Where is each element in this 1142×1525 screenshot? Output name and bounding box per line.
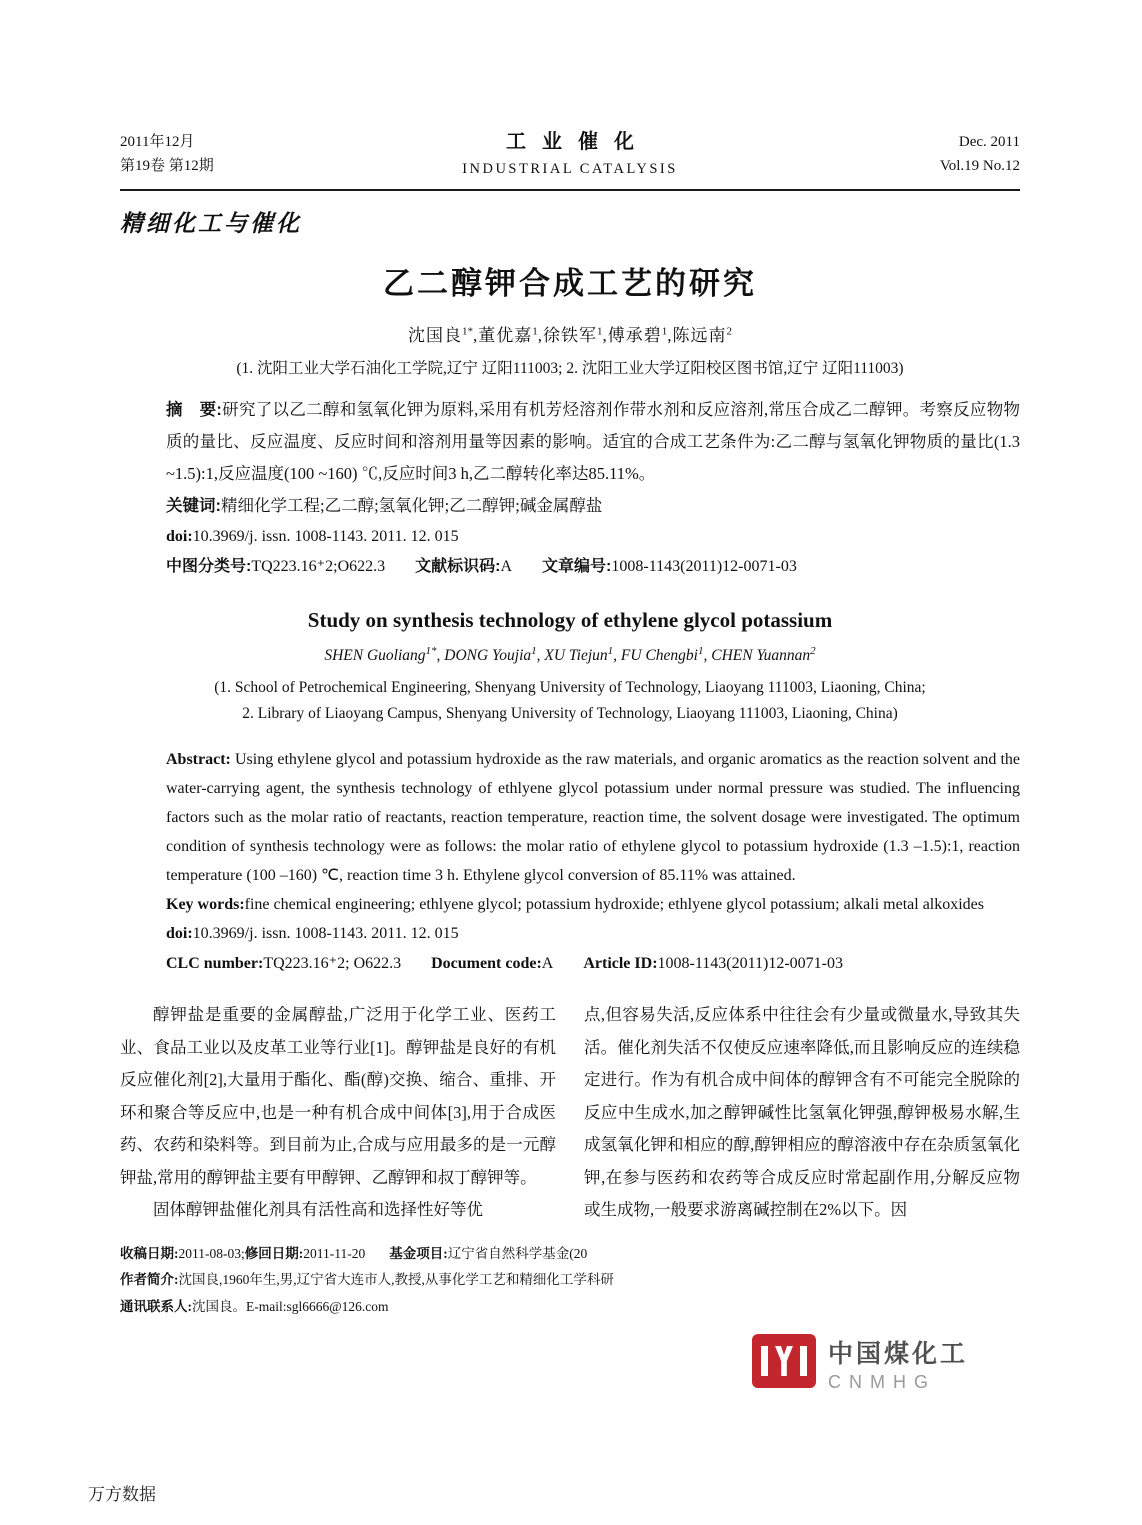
keywords-label-cn: 关键词: [166, 497, 221, 515]
author-name: 陈远南 [672, 326, 727, 345]
author-sup: 2 [726, 325, 732, 338]
author-sup: 1* [462, 325, 473, 338]
clc-number-value: TQ223.16⁺2; O622.3 [263, 955, 402, 973]
affiliation-cn: (1. 沈阳工业大学石油化工学院,辽宁 辽阳111003; 2. 沈阳工业大学辽阳校区图书馆,辽宁 辽阳111003) [236, 360, 904, 377]
article-id-label: Article ID: [583, 955, 658, 973]
doi-value: 10.3969/j. issn. 1008-1143. 2011. 12. 015 [192, 528, 459, 545]
journal-header [120, 130, 1020, 191]
bio-label: 作者简介: [120, 1272, 179, 1288]
doi-label: doi: [166, 528, 193, 545]
author [324, 647, 444, 664]
author-name: SHEN Guoliang [324, 647, 426, 665]
footnote-contact [120, 1294, 1020, 1321]
cnmhg-logo-icon [752, 1334, 816, 1393]
issue-date-en: Dec. 2011 [958, 134, 1020, 150]
document-code-label: Document code: [431, 955, 542, 973]
clc-line-cn [166, 552, 1020, 582]
author-name: 傅承碧 [607, 326, 662, 345]
header-left [120, 130, 330, 178]
article-title-cn: 乙二醇钾合成工艺的研究 [383, 266, 757, 301]
author-name: 沈国良 [408, 326, 462, 345]
abstract-text-en: Using ethylene glycol and potassium hydroxide as the raw materials, and organic aromatics as the reaction solvent and the water-carrying agent, the synthesis technology of ethlyene glycol potassium under normal pressure was studied. The influencing factors such as the molar ratio of reactants, reaction temperature, reaction time, the solvent dosage were investigated. The optimum condition of synthesis technology were as follows: the molar ratio of ethylene glycol to potassium hydroxide (1.3 –1.5):1, reaction temperature (100 –160) ℃, reaction time 3 h. Ethylene glycol conversion of 85.11% was attained. [166, 751, 1021, 885]
author-name: 董优嘉 [478, 326, 533, 345]
doccode-value: A [500, 558, 513, 575]
author-sup: 1 [532, 325, 538, 338]
body-column-left [120, 999, 556, 1227]
meta-block-cn [166, 394, 1020, 582]
author-name: 徐铁军 [543, 326, 597, 345]
clc-label: 中图分类号: [166, 558, 252, 575]
author [544, 647, 621, 664]
article-id-value: 1008-1143(2011)12-0071-03 [657, 955, 843, 973]
fund-value: 辽宁省自然科学基金(20 [447, 1245, 588, 1261]
author-name: XU Tiejun [544, 647, 608, 665]
footnote-dates-fund [120, 1241, 1020, 1268]
authors-en [120, 645, 1020, 665]
author-sup: 1 [661, 325, 668, 338]
author-sup: 1 [597, 325, 603, 338]
document-code-value: A [541, 955, 554, 973]
author-sep: , [667, 326, 673, 345]
authors-cn [120, 321, 1020, 346]
body-paragraph: 点,但容易失活,反应体系中往往会有少量或微量水,导致其失活。催化剂失活不仅使反应速率降低,而且影响反应的连续稳定进行。作为有机合成中间体的醇钾含有不可能完全脱除的反应中生成水,加之醇钾碱性比氢氧化钾强,醇钾极易水解,生成氢氧化钾和相应的醇,醇钾相应的醇溶液中存在杂质氢氧化钾,在参与医药和农药等合成反应时常起副作用,分解反应物或生成物,一般要求游离碱控制在2%以下。因 [584, 1005, 1020, 1220]
affiliation-en-line2: 2. Library of Liaoyang Campus, Shenyang University of Technology, Liaoyang 111003, Liaoning, China) [242, 705, 898, 723]
author [478, 326, 543, 345]
keywords-en [166, 890, 1020, 919]
author [673, 326, 733, 345]
body-paragraph: 醇钾盐是重要的金属醇盐,广泛用于化学工业、医药工业、食品工业以及皮革工业等行业[1]。醇钾盐是良好的有机反应催化剂[2],大量用于酯化、酯(醇)交换、缩合、重排、开环和聚合等反应中,也是一种有机合成中间体[3],用于合成医药、农药和染料等。到目前为止,合成与应用最多的是一元醇钾盐,常用的醇钾盐主要有甲醇钾、乙醇钾和叔丁醇钾等。 [120, 1005, 556, 1187]
doi-value: 10.3969/j. issn. 1008-1143. 2011. 12. 015 [192, 925, 459, 943]
header-right [810, 130, 1020, 178]
author-sep: , [703, 647, 712, 665]
author-sup: 1 [531, 645, 537, 657]
revised-value: 2011-11-20 [303, 1245, 366, 1261]
body-columns [120, 999, 1020, 1227]
author [543, 326, 608, 345]
body-paragraph: 固体醇钾盐催化剂具有活性高和选择性好等优 [153, 1200, 483, 1220]
author [711, 647, 815, 664]
affiliation-en-line1: (1. School of Petrochemical Engineering, Shenyang University of Technology, Liaoyang 111003, Liaoning, China; [214, 679, 926, 697]
articleid-value: 1008-1143(2011)12-0071-03 [611, 558, 797, 575]
article-title-en: Study on synthesis technology of ethylene glycol potassium [307, 608, 833, 632]
meta-block-en [166, 745, 1020, 979]
articleid-label: 文章编号: [542, 558, 612, 575]
journal-title-en: INDUSTRIAL CATALYSIS [462, 161, 678, 177]
keywords-label-en: Key words: [166, 896, 245, 914]
cnmhg-brand [752, 1318, 992, 1408]
doccode-label: 文献标识码: [415, 558, 501, 575]
volume-issue-en: Vol.19 No.12 [939, 158, 1020, 174]
clc-value: TQ223.16⁺2;O622.3 [251, 558, 386, 575]
footnotes [120, 1241, 1020, 1321]
clc-number-label: CLC number: [166, 955, 264, 973]
author-sep: , [473, 326, 479, 345]
doi-line-cn [166, 522, 1020, 552]
wanfang-watermark: 万方数据 [88, 1485, 156, 1504]
volume-issue-cn: 第19卷 第12期 [120, 158, 214, 174]
contact-value: 沈国良。E-mail:sgl6666@126.com [192, 1298, 389, 1314]
author-sup: 1 [607, 645, 614, 657]
author [444, 647, 544, 664]
header-center [330, 130, 810, 181]
cnmhg-brand-text [828, 1334, 968, 1393]
received-label: 收稿日期: [120, 1245, 179, 1261]
brand-name-cn: 中国煤化工 [828, 1339, 969, 1368]
author [408, 326, 478, 345]
abstract-en [166, 745, 1020, 890]
author-sup: 1 [697, 645, 704, 657]
author [621, 647, 711, 664]
body-column-right [584, 999, 1020, 1227]
abstract-label-en: Abstract: [166, 751, 231, 769]
keywords-cn [166, 490, 1020, 522]
keywords-text-cn: 精细化学工程;乙二醇;氢氧化钾;乙二醇钾;碱金属醇盐 [221, 496, 603, 515]
author-name: CHEN Yuannan [711, 647, 811, 665]
journal-title-cn: 工业催化 [506, 131, 650, 153]
contact-label: 通讯联系人: [120, 1298, 192, 1314]
section-label: 精细化工与催化 [120, 210, 302, 236]
author-name: DONG Youjia [444, 647, 532, 665]
author-sep: , [436, 647, 445, 665]
issue-date-cn: 2011年12月 [120, 134, 195, 150]
abstract-label-cn: 摘 要: [166, 401, 222, 419]
author-sep: , [613, 647, 621, 665]
author-name: FU Chengbi [620, 647, 698, 665]
doi-line-en [166, 919, 1020, 949]
abstract-cn [166, 394, 1020, 490]
revised-label: 修回日期: [244, 1245, 304, 1261]
bio-value: 沈国良,1960年生,男,辽宁省大连市人,教授,从事化学工艺和精细化工学科研 [178, 1272, 614, 1288]
author-sup: 2 [810, 645, 816, 657]
author-sup: 1* [425, 645, 437, 657]
brand-name-en: CNMHG [828, 1371, 936, 1392]
received-value: 2011-08-03; [178, 1245, 245, 1261]
author [608, 326, 673, 345]
author-sep: , [602, 326, 608, 345]
clc-line-en [166, 949, 1020, 979]
affiliation-en [120, 675, 1020, 727]
keywords-text-en: fine chemical engineering; ethlyene glycol; potassium hydroxide; ethlyene glycol potassium; alkali metal alkoxides [244, 896, 985, 914]
author-sep: , [536, 647, 545, 665]
abstract-text-cn: 研究了以乙二醇和氢氧化钾为原料,采用有机芳烃溶剂作带水剂和反应溶剂,常压合成乙二醇钾。考察反应物物质的量比、反应温度、反应时间和溶剂用量等因素的影响。适宜的合成工艺条件为:乙二醇与氢氧化钾物质的量比(1.3 ~1.5):1,反应温度(100 ~160) ℃,反应时间3 h,乙二醇转化率达85.11%。 [166, 400, 1020, 483]
author-sep: , [537, 326, 543, 345]
fund-label: 基金项目: [389, 1245, 448, 1261]
doi-label: doi: [166, 925, 193, 943]
footnote-bio [120, 1267, 1020, 1294]
